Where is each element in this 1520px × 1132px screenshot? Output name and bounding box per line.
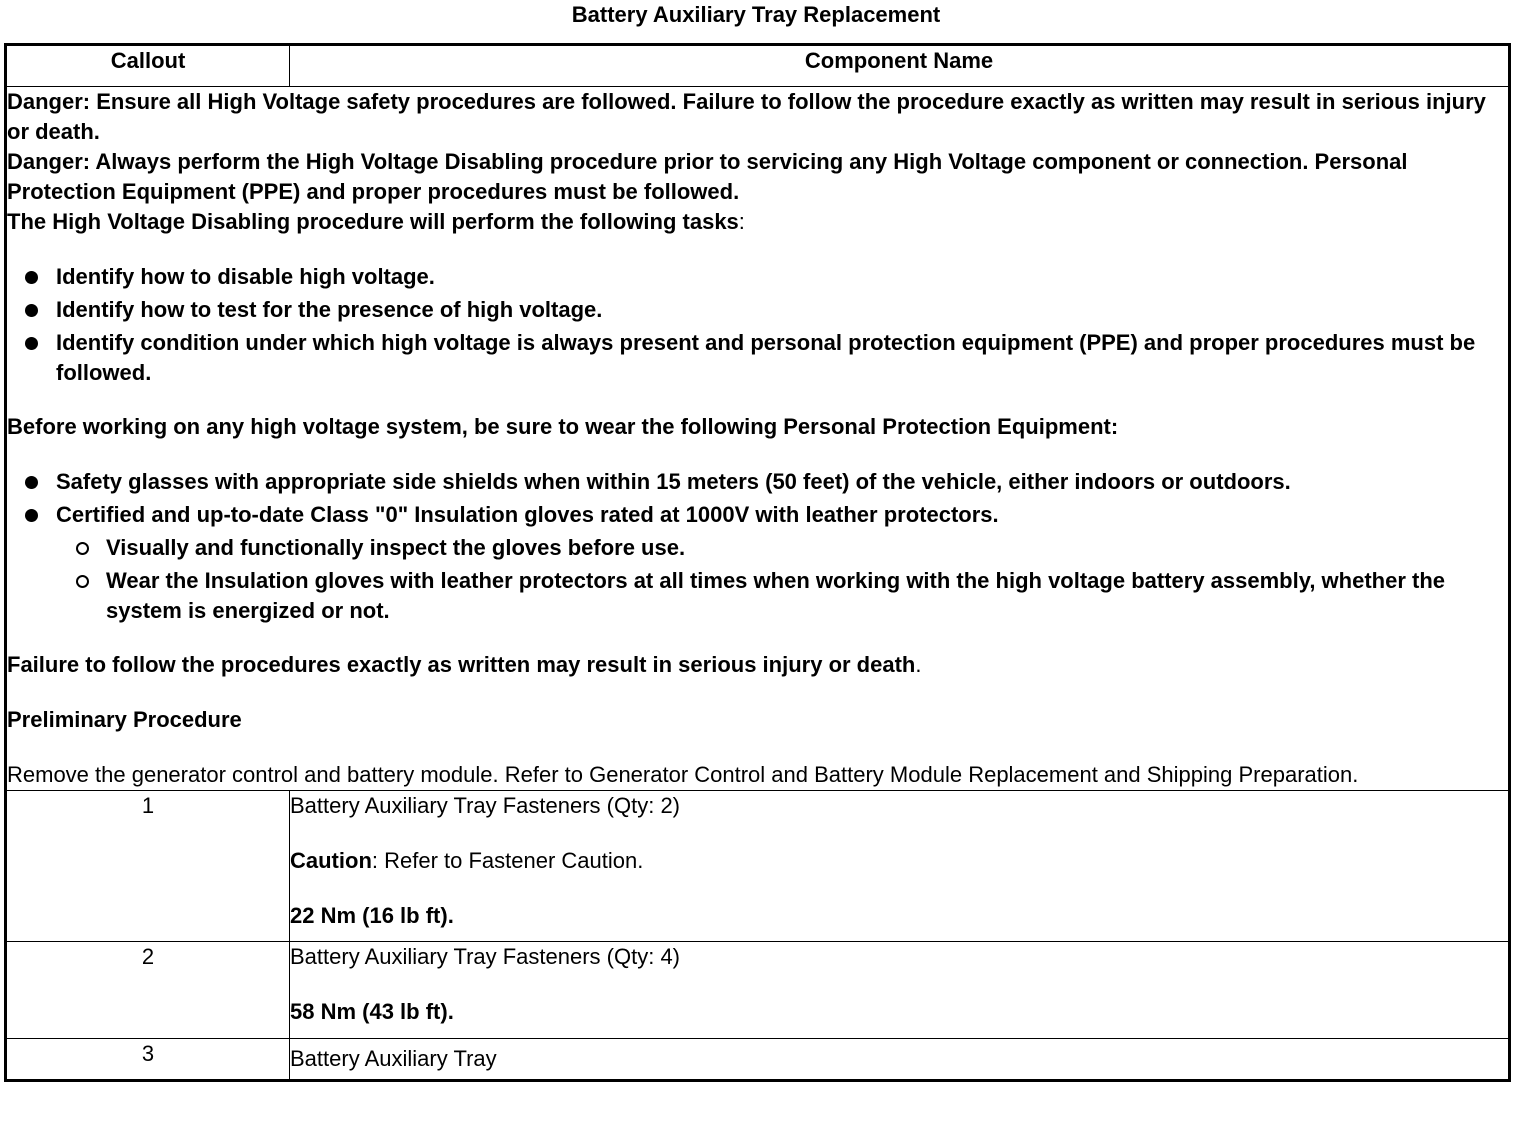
component-cell	[290, 942, 1510, 1039]
sub-bullet-icon	[76, 542, 89, 555]
failure-warning	[7, 650, 1508, 680]
task-text: Identify condition under which high voltage is always present and personal protection equipment (PPE) and proper procedures must be followed.	[56, 330, 1476, 385]
component-table	[4, 43, 1511, 1082]
intro-cell	[6, 87, 1510, 791]
component-name: Battery Auxiliary Tray Fasteners (Qty: 4)	[290, 944, 681, 969]
tasks-list	[7, 262, 1508, 388]
preliminary-heading: Preliminary Procedure	[7, 707, 242, 732]
table-row	[6, 942, 1510, 1039]
bullet-icon	[25, 337, 38, 350]
bullet-icon	[25, 271, 38, 284]
failure-warning-text: Failure to follow the procedures exactly as written may result in serious injury or death	[7, 652, 916, 677]
ppe-lead: Before working on any high voltage system, be sure to wear the following Personal Protection Equipment:	[7, 414, 1119, 439]
bullet-icon	[25, 476, 38, 489]
task-text: Identify how to disable high voltage.	[56, 264, 435, 289]
danger-warning-1: Danger: Ensure all High Voltage safety procedures are followed. Failure to follow the procedure exactly as written may result in serious injury or death.	[7, 89, 1486, 144]
list-item	[7, 467, 1508, 497]
tasks-lead-colon: :	[738, 209, 745, 234]
table-row	[6, 1039, 1510, 1081]
caution-note	[290, 846, 1508, 876]
component-cell	[290, 1039, 1510, 1081]
ppe-list	[7, 467, 1508, 626]
callout-cell: 2	[6, 942, 290, 1039]
preliminary-text: Remove the generator control and battery module. Refer to Generator Control and Battery Module Replacement and Shipping Preparation.	[7, 762, 1359, 787]
tasks-lead	[7, 207, 1508, 237]
torque-spec: 22 Nm (16 lb ft).	[290, 903, 454, 928]
component-cell	[290, 791, 1510, 942]
table-row	[6, 791, 1510, 942]
gloves-text: Wear the Insulation gloves with leather protectors at all times when working with the high voltage battery assembly, whether the system is energized or not.	[106, 568, 1446, 623]
caution-label: Caution	[290, 848, 372, 873]
intro-row	[6, 87, 1510, 791]
list-item	[7, 328, 1508, 388]
tasks-lead-text: The High Voltage Disabling procedure will perform the following tasks	[7, 209, 739, 234]
component-name: Battery Auxiliary Tray Fasteners (Qty: 2)	[290, 793, 681, 818]
callout-cell: 3	[6, 1039, 290, 1081]
component-name-header: Component Name	[290, 45, 1510, 87]
gloves-sublist	[56, 533, 1508, 626]
page-title: Battery Auxiliary Tray Replacement	[571, 2, 941, 27]
sub-bullet-icon	[76, 575, 89, 588]
gloves-text: Visually and functionally inspect the gloves before use.	[106, 535, 686, 560]
danger-warning-2: Danger: Always perform the High Voltage Disabling procedure prior to servicing any High Voltage component or connection. Personal Protection Equipment (PPE) and proper procedures must be followed.	[7, 149, 1408, 204]
task-text: Identify how to test for the presence of high voltage.	[56, 297, 603, 322]
callout-cell: 1	[6, 791, 290, 942]
ppe-text: Certified and up-to-date Class "0" Insulation gloves rated at 1000V with leather protectors.	[56, 502, 999, 527]
torque-spec: 58 Nm (43 lb ft).	[290, 999, 454, 1024]
bullet-icon	[25, 509, 38, 522]
list-item	[7, 500, 1508, 626]
list-item	[7, 262, 1508, 292]
component-name: Battery Auxiliary Tray	[290, 1046, 497, 1071]
list-item	[56, 566, 1508, 626]
list-item	[56, 533, 1508, 563]
caution-text: : Refer to Fastener Caution.	[371, 848, 644, 873]
failure-warning-period: .	[915, 652, 922, 677]
bullet-icon	[25, 304, 38, 317]
ppe-text: Safety glasses with appropriate side shields when within 15 meters (50 feet) of the vehicle, either indoors or outdoors.	[56, 469, 1291, 494]
table-header-row	[6, 45, 1510, 87]
callout-header: Callout	[6, 45, 290, 87]
list-item	[7, 295, 1508, 325]
